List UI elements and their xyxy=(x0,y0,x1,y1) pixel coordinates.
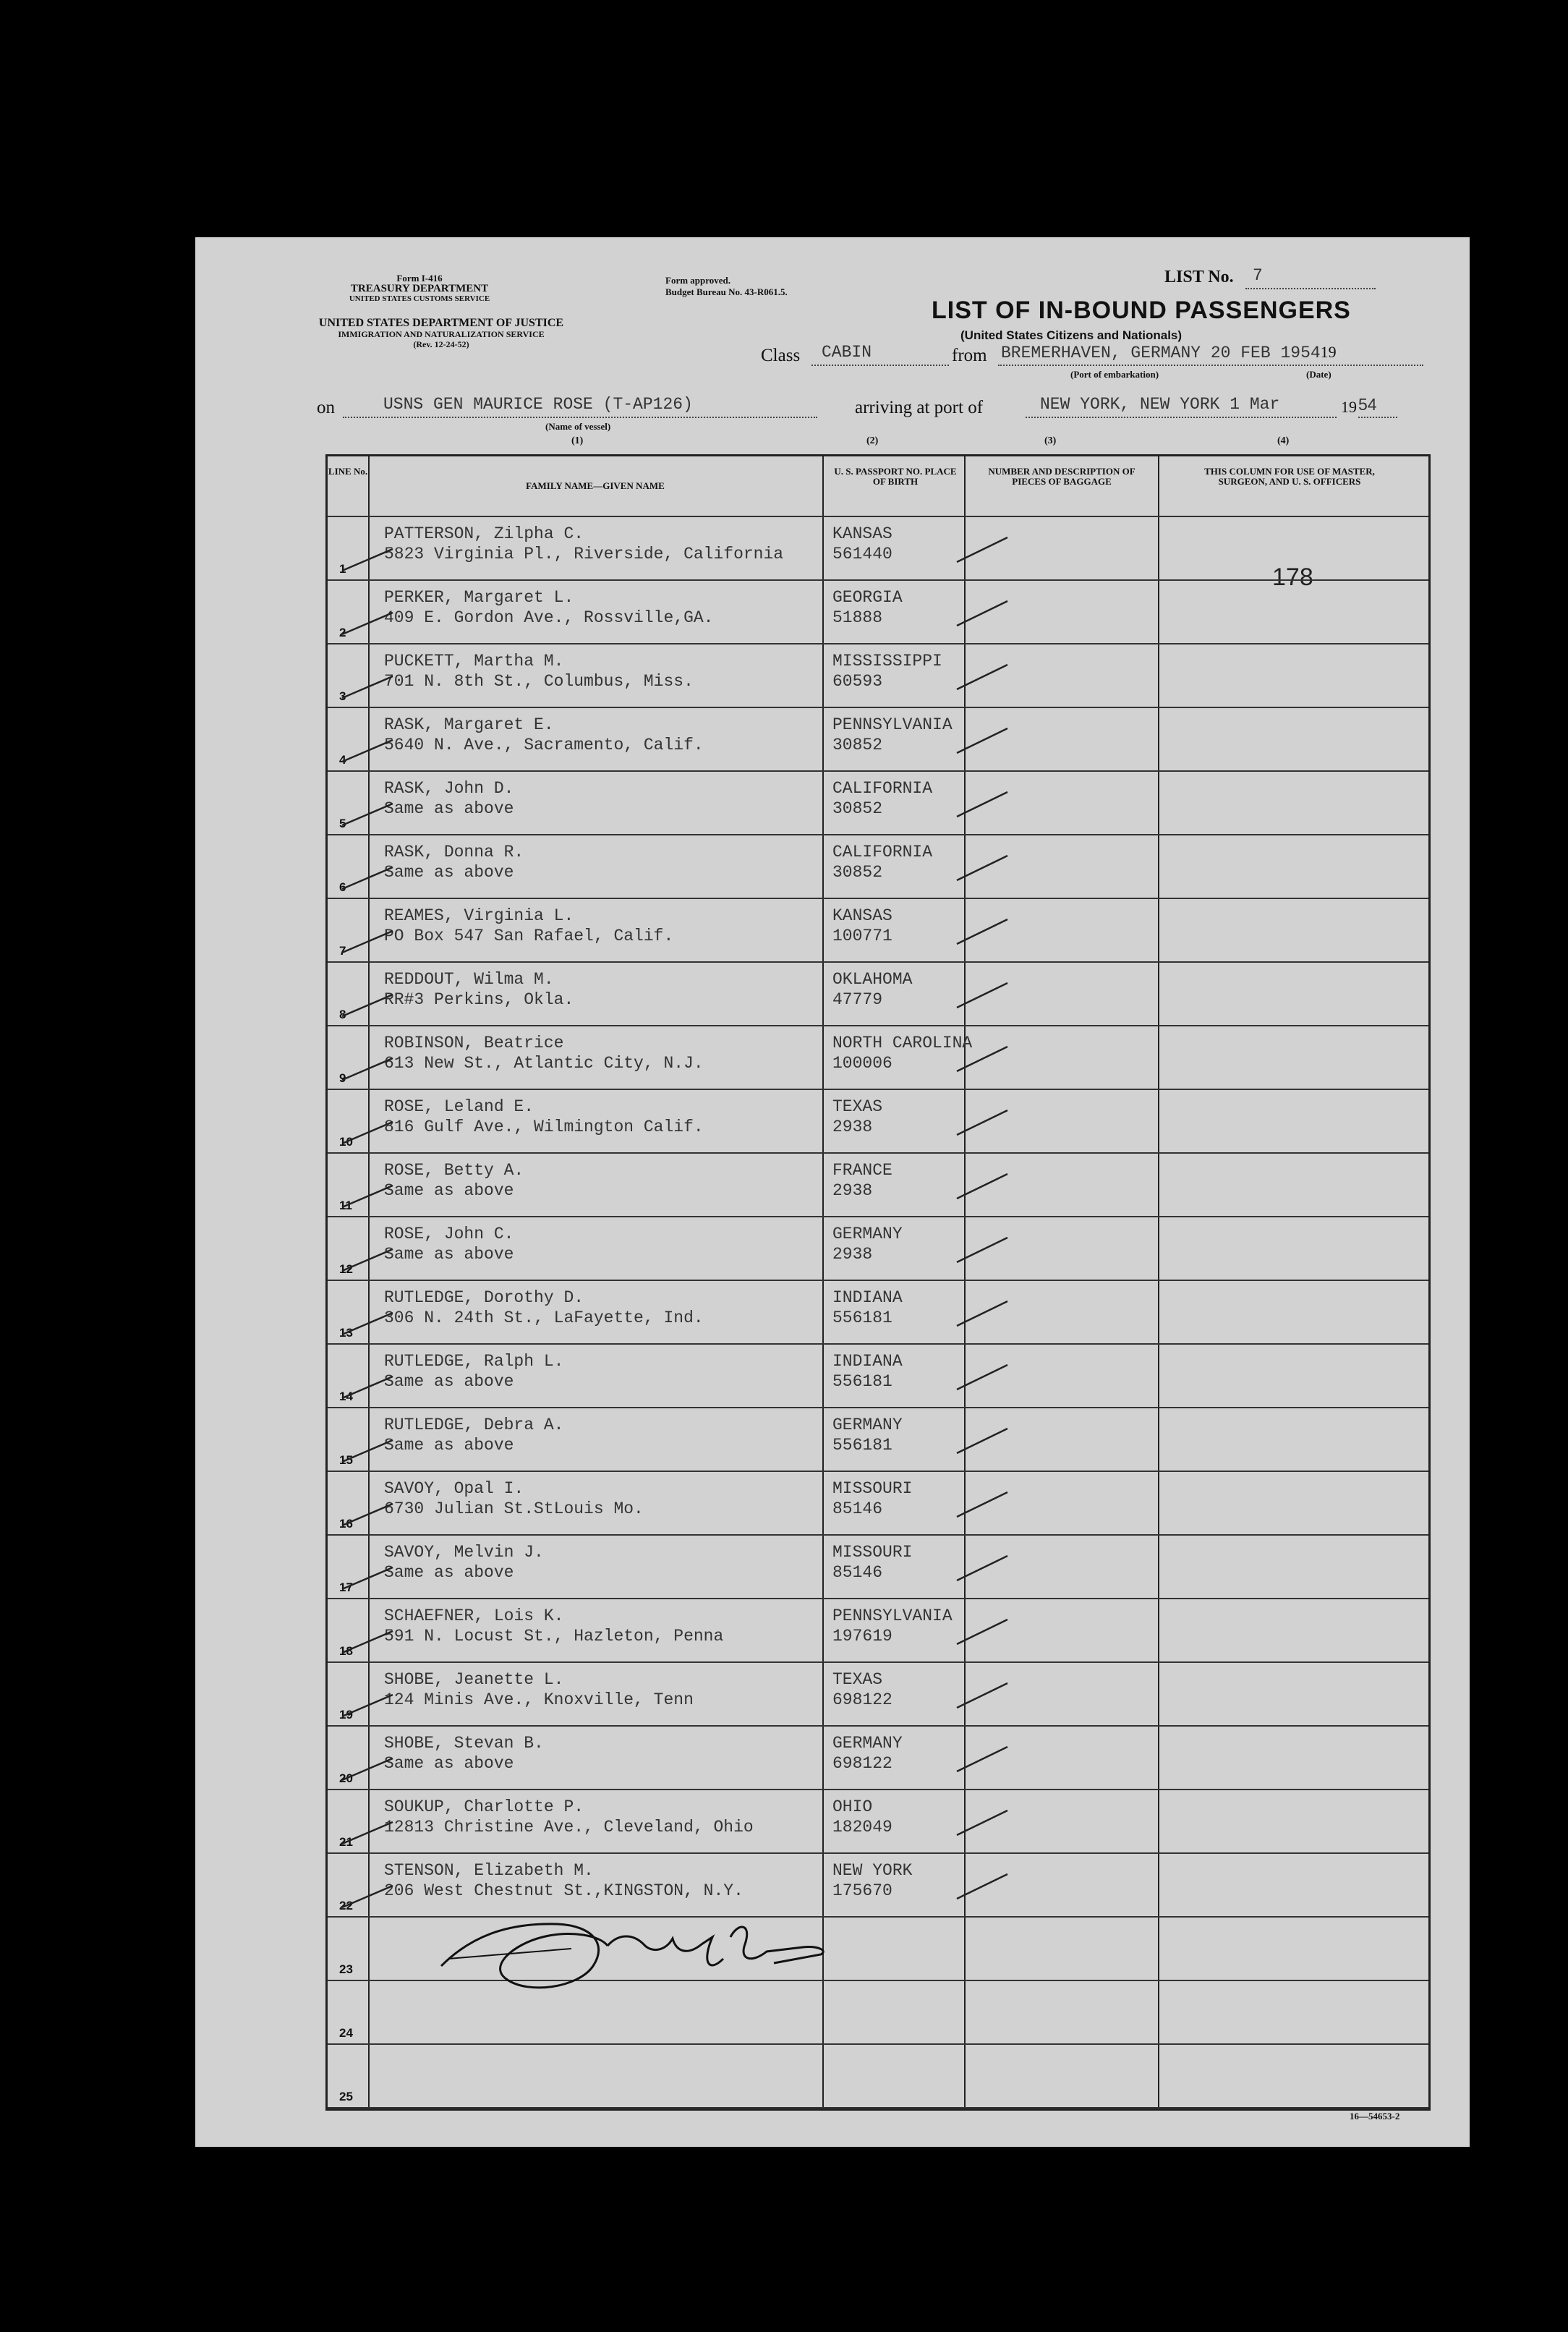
line-number: 22 xyxy=(339,1899,353,1912)
list-no-field xyxy=(1245,266,1376,289)
check-stroke xyxy=(342,1758,393,1780)
line-number: 16 xyxy=(339,1517,353,1531)
passenger-name: RASK, Margaret E. xyxy=(384,715,554,734)
passport-number: 2938 xyxy=(832,1118,873,1136)
check-stroke xyxy=(342,613,393,634)
arrival-port-field xyxy=(1026,395,1337,418)
check-stroke xyxy=(342,1186,393,1207)
place-of-birth: OHIO xyxy=(832,1797,873,1816)
arrival-year-prefix: 19 xyxy=(1341,398,1357,416)
passenger-address: Same as above xyxy=(384,1372,514,1391)
passport-number: 2938 xyxy=(832,1245,873,1264)
check-stroke xyxy=(957,1683,1007,1708)
check-stroke xyxy=(342,1822,393,1844)
passenger-address: PO Box 547 San Rafael, Calif. xyxy=(384,927,674,945)
vessel-caption: (Name of vessel) xyxy=(545,421,611,432)
passenger-address: Same as above xyxy=(384,799,514,818)
line-number: 23 xyxy=(339,1962,353,1976)
col-caption-4: (4) xyxy=(1277,435,1290,446)
form-title: LIST OF IN-BOUND PASSENGERS xyxy=(932,297,1351,324)
check-stroke xyxy=(957,919,1007,944)
place-of-birth: PENNSYLVANIA xyxy=(832,715,953,734)
passenger-name: RUTLEDGE, Dorothy D. xyxy=(384,1288,584,1307)
place-of-birth: PENNSYLVANIA xyxy=(832,1607,953,1625)
passenger-name: ROSE, Betty A. xyxy=(384,1161,524,1180)
passenger-address: 5640 N. Ave., Sacramento, Calif. xyxy=(384,736,704,754)
check-stroke xyxy=(957,1365,1007,1390)
passenger-address: Same as above xyxy=(384,1245,514,1264)
check-stroke xyxy=(342,995,393,1016)
col-header-name: FAMILY NAME—GIVEN NAME xyxy=(526,480,665,491)
passport-number: 30852 xyxy=(832,799,883,818)
check-stroke xyxy=(342,1504,393,1525)
check-stroke xyxy=(957,856,1007,880)
from-label: from xyxy=(952,346,987,365)
line-number: 10 xyxy=(339,1135,353,1149)
check-stroke xyxy=(957,983,1007,1008)
passport-number: 561440 xyxy=(832,545,892,563)
check-stroke xyxy=(957,1492,1007,1517)
passenger-address: 613 New St., Atlantic City, N.J. xyxy=(384,1054,704,1073)
check-stroke xyxy=(342,1695,393,1716)
line-number: 25 xyxy=(339,2090,353,2103)
check-stroke xyxy=(957,792,1007,817)
passenger-address: RR#3 Perkins, Okla. xyxy=(384,990,574,1009)
passenger-name: STENSON, Elizabeth M. xyxy=(384,1861,594,1880)
place-of-birth: GEORGIA xyxy=(832,588,903,607)
check-stroke xyxy=(957,1301,1007,1326)
passenger-name: PERKER, Margaret L. xyxy=(384,588,574,607)
passenger-name: SHOBE, Jeanette L. xyxy=(384,1670,564,1689)
port-caption: (Port of embarkation) xyxy=(1070,369,1159,380)
arrival-port-value: NEW YORK, NEW YORK 1 Mar xyxy=(1040,395,1280,414)
form-approved: Form approved. xyxy=(665,275,731,286)
col-header-baggage: NUMBER AND DESCRIPTION OF PIECES OF BAGGAGE xyxy=(988,466,1135,487)
check-stroke xyxy=(957,1620,1007,1644)
from-value: BREMERHAVEN, GERMANY 20 FEB 1954 xyxy=(1001,344,1321,362)
place-of-birth: KANSAS xyxy=(832,906,892,925)
vessel-value: USNS GEN MAURICE ROSE (T-AP126) xyxy=(383,395,693,414)
passport-number: 2938 xyxy=(832,1181,873,1200)
passenger-name: SHOBE, Stevan B. xyxy=(384,1734,544,1753)
passenger-name: SCHAEFNER, Lois K. xyxy=(384,1607,564,1625)
line-number: 20 xyxy=(339,1771,353,1785)
check-stroke xyxy=(342,740,393,762)
col-header-line-no: LINE No. xyxy=(328,466,368,477)
check-stroke xyxy=(342,676,393,698)
col-caption-2: (2) xyxy=(866,435,879,446)
check-stroke xyxy=(957,1810,1007,1835)
date-caption: (Date) xyxy=(1306,369,1331,380)
place-of-birth: GERMANY xyxy=(832,1416,903,1434)
passenger-address: Same as above xyxy=(384,1754,514,1773)
check-stroke xyxy=(342,1631,393,1653)
arrival-year-value: 54 xyxy=(1358,395,1377,414)
passenger-name: ROSE, Leland E. xyxy=(384,1097,534,1116)
col-caption-3: (3) xyxy=(1044,435,1057,446)
passenger-name: RASK, Donna R. xyxy=(384,843,524,861)
form-subtitle: (United States Citizens and Nationals) xyxy=(960,328,1183,342)
line-number: 15 xyxy=(339,1453,353,1467)
check-stroke xyxy=(957,1174,1007,1199)
vessel-field xyxy=(343,395,817,418)
class-value: CABIN xyxy=(822,343,872,362)
line-number: 18 xyxy=(339,1644,353,1658)
passenger-address: Same as above xyxy=(384,1563,514,1582)
passenger-address: Same as above xyxy=(384,1181,514,1200)
passenger-name: REDDOUT, Wilma M. xyxy=(384,970,554,989)
passport-number: 51888 xyxy=(832,608,883,627)
passport-number: 556181 xyxy=(832,1372,892,1391)
place-of-birth: TEXAS xyxy=(832,1670,883,1689)
passenger-name: PUCKETT, Martha M. xyxy=(384,652,564,671)
place-of-birth: NORTH CAROLINA xyxy=(832,1034,973,1052)
check-stroke xyxy=(342,931,393,953)
check-stroke xyxy=(957,728,1007,753)
check-stroke xyxy=(957,1747,1007,1771)
footer-code: 16—54653-2 xyxy=(1350,2111,1400,2122)
place-of-birth: INDIANA xyxy=(832,1288,903,1307)
handwritten-check-marks xyxy=(328,456,1428,2108)
list-no-value: 7 xyxy=(1253,266,1263,285)
check-stroke xyxy=(342,1058,393,1080)
line-number: 9 xyxy=(339,1071,346,1085)
passport-number: 175670 xyxy=(832,1881,892,1900)
signature xyxy=(427,1894,832,1995)
check-stroke xyxy=(342,1886,393,1907)
passenger-address: 701 N. 8th St., Columbus, Miss. xyxy=(384,672,694,691)
check-stroke xyxy=(342,867,393,889)
passenger-address: 816 Gulf Ave., Wilmington Calif. xyxy=(384,1118,704,1136)
check-stroke xyxy=(342,1313,393,1335)
place-of-birth: CALIFORNIA xyxy=(832,843,933,861)
check-stroke xyxy=(957,1110,1007,1135)
list-no-label: LIST No. xyxy=(1164,268,1234,286)
place-of-birth: GERMANY xyxy=(832,1734,903,1753)
place-of-birth: NEW YORK xyxy=(832,1861,913,1880)
line-number: 5 xyxy=(339,817,346,830)
place-of-birth: MISSISSIPPI xyxy=(832,652,942,671)
budget-bureau: Budget Bureau No. 43-R061.5. xyxy=(665,286,788,297)
form-number: Form I-416 xyxy=(396,273,443,284)
ins-service: IMMIGRATION AND NATURALIZATION SERVICE xyxy=(338,329,545,339)
passenger-address: Same as above xyxy=(384,863,514,882)
passenger-address: 124 Minis Ave., Knoxville, Tenn xyxy=(384,1690,694,1709)
col-header-officers: THIS COLUMN FOR USE OF MASTER, SURGEON, AND U. S. OFFICERS xyxy=(1204,466,1375,487)
passport-number: 556181 xyxy=(832,1436,892,1455)
col-caption-1: (1) xyxy=(571,435,584,446)
passport-number: 556181 xyxy=(832,1308,892,1327)
passport-number: 85146 xyxy=(832,1499,883,1518)
passport-number: 100006 xyxy=(832,1054,892,1073)
arrival-year-field xyxy=(1358,395,1397,418)
check-stroke xyxy=(342,1567,393,1589)
check-stroke xyxy=(957,1238,1007,1262)
check-stroke xyxy=(957,1556,1007,1580)
passport-number: 182049 xyxy=(832,1818,892,1837)
line-number: 1 xyxy=(339,562,346,576)
check-stroke xyxy=(342,1440,393,1462)
line-number: 14 xyxy=(339,1390,353,1403)
passenger-name: SOUKUP, Charlotte P. xyxy=(384,1797,584,1816)
col-header-passport: U. S. PASSPORT NO. PLACE OF BIRTH xyxy=(834,466,957,487)
passenger-address: 5823 Virginia Pl., Riverside, California xyxy=(384,545,784,563)
passenger-name: RUTLEDGE, Ralph L. xyxy=(384,1352,564,1371)
passenger-table xyxy=(325,454,1431,2111)
passport-number: 100771 xyxy=(832,927,892,945)
passenger-name: SAVOY, Opal I. xyxy=(384,1479,524,1498)
line-number: 3 xyxy=(339,689,346,703)
line-number: 17 xyxy=(339,1580,353,1594)
passport-number: 47779 xyxy=(832,990,883,1009)
passenger-name: PATTERSON, Zilpha C. xyxy=(384,524,584,543)
line-number: 4 xyxy=(339,753,346,767)
passport-number: 85146 xyxy=(832,1563,883,1582)
passenger-address: 6730 Julian St.StLouis Mo. xyxy=(384,1499,644,1518)
passenger-name: RASK, John D. xyxy=(384,779,514,798)
passenger-name: ROSE, John C. xyxy=(384,1225,514,1243)
line-number: 6 xyxy=(339,880,346,894)
passenger-name: RUTLEDGE, Debra A. xyxy=(384,1416,564,1434)
line-number: 12 xyxy=(339,1262,353,1276)
check-stroke xyxy=(342,1376,393,1398)
arriving-label: arriving at port of xyxy=(855,398,984,417)
line-number: 2 xyxy=(339,626,346,639)
passenger-address: 206 West Chestnut St.,KINGSTON, N.Y. xyxy=(384,1881,743,1900)
passenger-address: 409 E. Gordon Ave., Rossville,GA. xyxy=(384,608,714,627)
class-label: Class xyxy=(761,346,801,365)
customs-service: UNITED STATES CUSTOMS SERVICE xyxy=(349,294,490,303)
place-of-birth: MISSOURI xyxy=(832,1479,913,1498)
passport-number: 60593 xyxy=(832,672,883,691)
passport-number: 698122 xyxy=(832,1754,892,1773)
check-stroke xyxy=(957,1874,1007,1899)
line-number: 13 xyxy=(339,1326,353,1340)
revision: (Rev. 12-24-52) xyxy=(413,339,469,349)
passenger-name: REAMES, Virginia L. xyxy=(384,906,574,925)
check-stroke xyxy=(342,1249,393,1271)
check-stroke xyxy=(957,601,1007,626)
passport-number: 30852 xyxy=(832,863,883,882)
line-number: 21 xyxy=(339,1835,353,1849)
from-year-tail: 19 xyxy=(1320,343,1337,361)
justice-dept: UNITED STATES DEPARTMENT OF JUSTICE xyxy=(318,317,564,329)
place-of-birth: FRANCE xyxy=(832,1161,892,1180)
passenger-address: 306 N. 24th St., LaFayette, Ind. xyxy=(384,1308,704,1327)
place-of-birth: MISSOURI xyxy=(832,1543,913,1562)
passenger-list-form xyxy=(195,237,1470,2147)
passport-number: 30852 xyxy=(832,736,883,754)
passport-number: 197619 xyxy=(832,1627,892,1646)
line-number: 7 xyxy=(339,944,346,958)
class-field xyxy=(811,343,949,366)
check-stroke xyxy=(342,1122,393,1144)
check-stroke xyxy=(957,1429,1007,1453)
check-stroke xyxy=(957,537,1007,562)
passenger-address: 12813 Christine Ave., Cleveland, Ohio xyxy=(384,1818,754,1837)
passenger-address: Same as above xyxy=(384,1436,514,1455)
line-number: 8 xyxy=(339,1008,346,1021)
line-number: 11 xyxy=(339,1199,352,1212)
place-of-birth: CALIFORNIA xyxy=(832,779,933,798)
on-label: on xyxy=(317,398,335,417)
passenger-name: ROBINSON, Beatrice xyxy=(384,1034,564,1052)
passenger-address: 591 N. Locust St., Hazleton, Penna xyxy=(384,1627,724,1646)
check-stroke xyxy=(957,665,1007,689)
passport-number: 698122 xyxy=(832,1690,892,1709)
place-of-birth: INDIANA xyxy=(832,1352,903,1371)
check-stroke xyxy=(342,804,393,825)
place-of-birth: KANSAS xyxy=(832,524,892,543)
line-number: 24 xyxy=(339,2026,353,2040)
from-field xyxy=(998,343,1423,366)
check-stroke xyxy=(342,549,393,571)
officer-note: 178 xyxy=(1272,563,1313,591)
check-stroke xyxy=(957,1047,1007,1071)
treasury-dept: TREASURY DEPARTMENT xyxy=(350,283,489,294)
passenger-name: SAVOY, Melvin J. xyxy=(384,1543,544,1562)
line-number: 19 xyxy=(339,1708,353,1722)
place-of-birth: GERMANY xyxy=(832,1225,903,1243)
place-of-birth: OKLAHOMA xyxy=(832,970,913,989)
place-of-birth: TEXAS xyxy=(832,1097,883,1116)
